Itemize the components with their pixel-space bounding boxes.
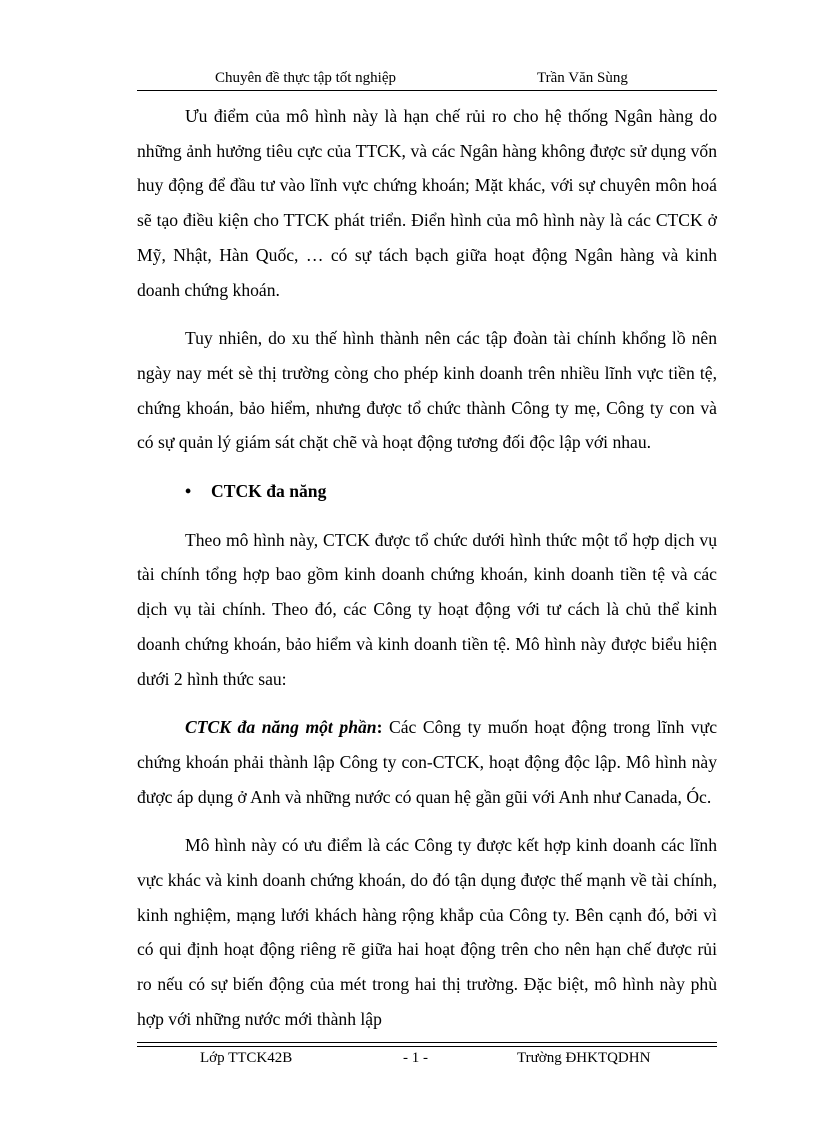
bullet-icon: • bbox=[185, 481, 192, 502]
paragraph-5: Mô hình này có ưu điểm là các Công ty được kết hợp kinh doanh các lĩnh vực khác và kinh doanh chứng khoán, do đó tận dụng được thế mạnh về tài chính, kinh nghiệm, mạng lưới khách hàng rộng khắp của Công ty. Bên cạnh đó, bởi vì có qui định hoạt động riêng rẽ giữa hai hoạt động trên cho nên hạn chế được rủi ro nếu có sự biến động của mét trong hai thị trường. Đặc biệt, mô hình này phù hợp với những nước mới thành lập bbox=[137, 835, 717, 1029]
header-author: Trần Văn Sùng bbox=[537, 70, 628, 86]
bullet-heading: CTCK đa năng bbox=[211, 481, 327, 502]
paragraph-2: Tuy nhiên, do xu thế hình thành nên các tập đoàn tài chính khổng lồ nên ngày nay mét sè thị trường còng cho phép kinh doanh trên nhiều lĩnh vực tiền tệ, chứng khoán, bảo hiểm, nhưng được tổ chức thành Công ty mẹ, Công ty con và có sự quản lý giám sát chặt chẽ và hoạt động tương đối độc lập với nhau. bbox=[137, 328, 717, 453]
paragraph-3: Theo mô hình này, CTCK được tổ chức dưới hình thức một tổ hợp dịch vụ tài chính tổng hợp bao gồm kinh doanh chứng khoán, kinh doanh tiền tệ và các dịch vụ tài chính. Theo đó, các Công ty hoạt động với tư cách là chủ thể kinh doanh chứng khoán, bảo hiểm và kinh doanh tiền tệ. Mô hình này được biểu hiện dưới 2 hình thức sau: bbox=[137, 529, 717, 689]
header-divider bbox=[137, 90, 717, 91]
paragraph-4-colon: : bbox=[376, 717, 383, 738]
page-header bbox=[137, 70, 717, 92]
footer-university: Trường ĐHKTQDHN bbox=[517, 1050, 651, 1066]
page-footer bbox=[137, 1050, 717, 1072]
page-number: - 1 - bbox=[403, 1050, 428, 1066]
footer-class-name: Lớp TTCK42B bbox=[200, 1050, 293, 1066]
paragraph-4 bbox=[137, 710, 717, 814]
footer-divider-thin bbox=[137, 1046, 717, 1047]
paragraph-4-text: Các Công ty muốn hoạt động trong lĩnh vực chứng khoán phải thành lập Công ty con-CTCK, hoạt động độc lập. Mô hình này được áp dụng ở Anh và những nước có quan hệ gần gũi với Anh như Canada, Óc. bbox=[137, 717, 717, 807]
paragraph-4-emphasis: CTCK đa năng một phần bbox=[185, 717, 377, 738]
header-document-title: Chuyên đề thực tập tốt nghiệp bbox=[215, 70, 397, 86]
footer-divider-thick bbox=[137, 1042, 717, 1043]
document-body bbox=[137, 99, 717, 1037]
bullet-heading-item bbox=[137, 474, 717, 509]
paragraph-1: Ưu điểm của mô hình này là hạn chế rủi ro cho hệ thống Ngân hàng do những ảnh hưởng tiêu cực của TTCK, và các Ngân hàng không được sử dụng vốn huy động để đầu tư vào lĩnh vực chứng khoán; Mặt khác, với sự chuyên môn hoá sẽ tạo điều kiện cho TTCK phát triển. Điển hình của mô hình này là các CTCK ở Mỹ, Nhật, Hàn Quốc, … có sự tách bạch giữa hoạt động Ngân hàng và kinh doanh chứng khoán. bbox=[137, 106, 717, 300]
